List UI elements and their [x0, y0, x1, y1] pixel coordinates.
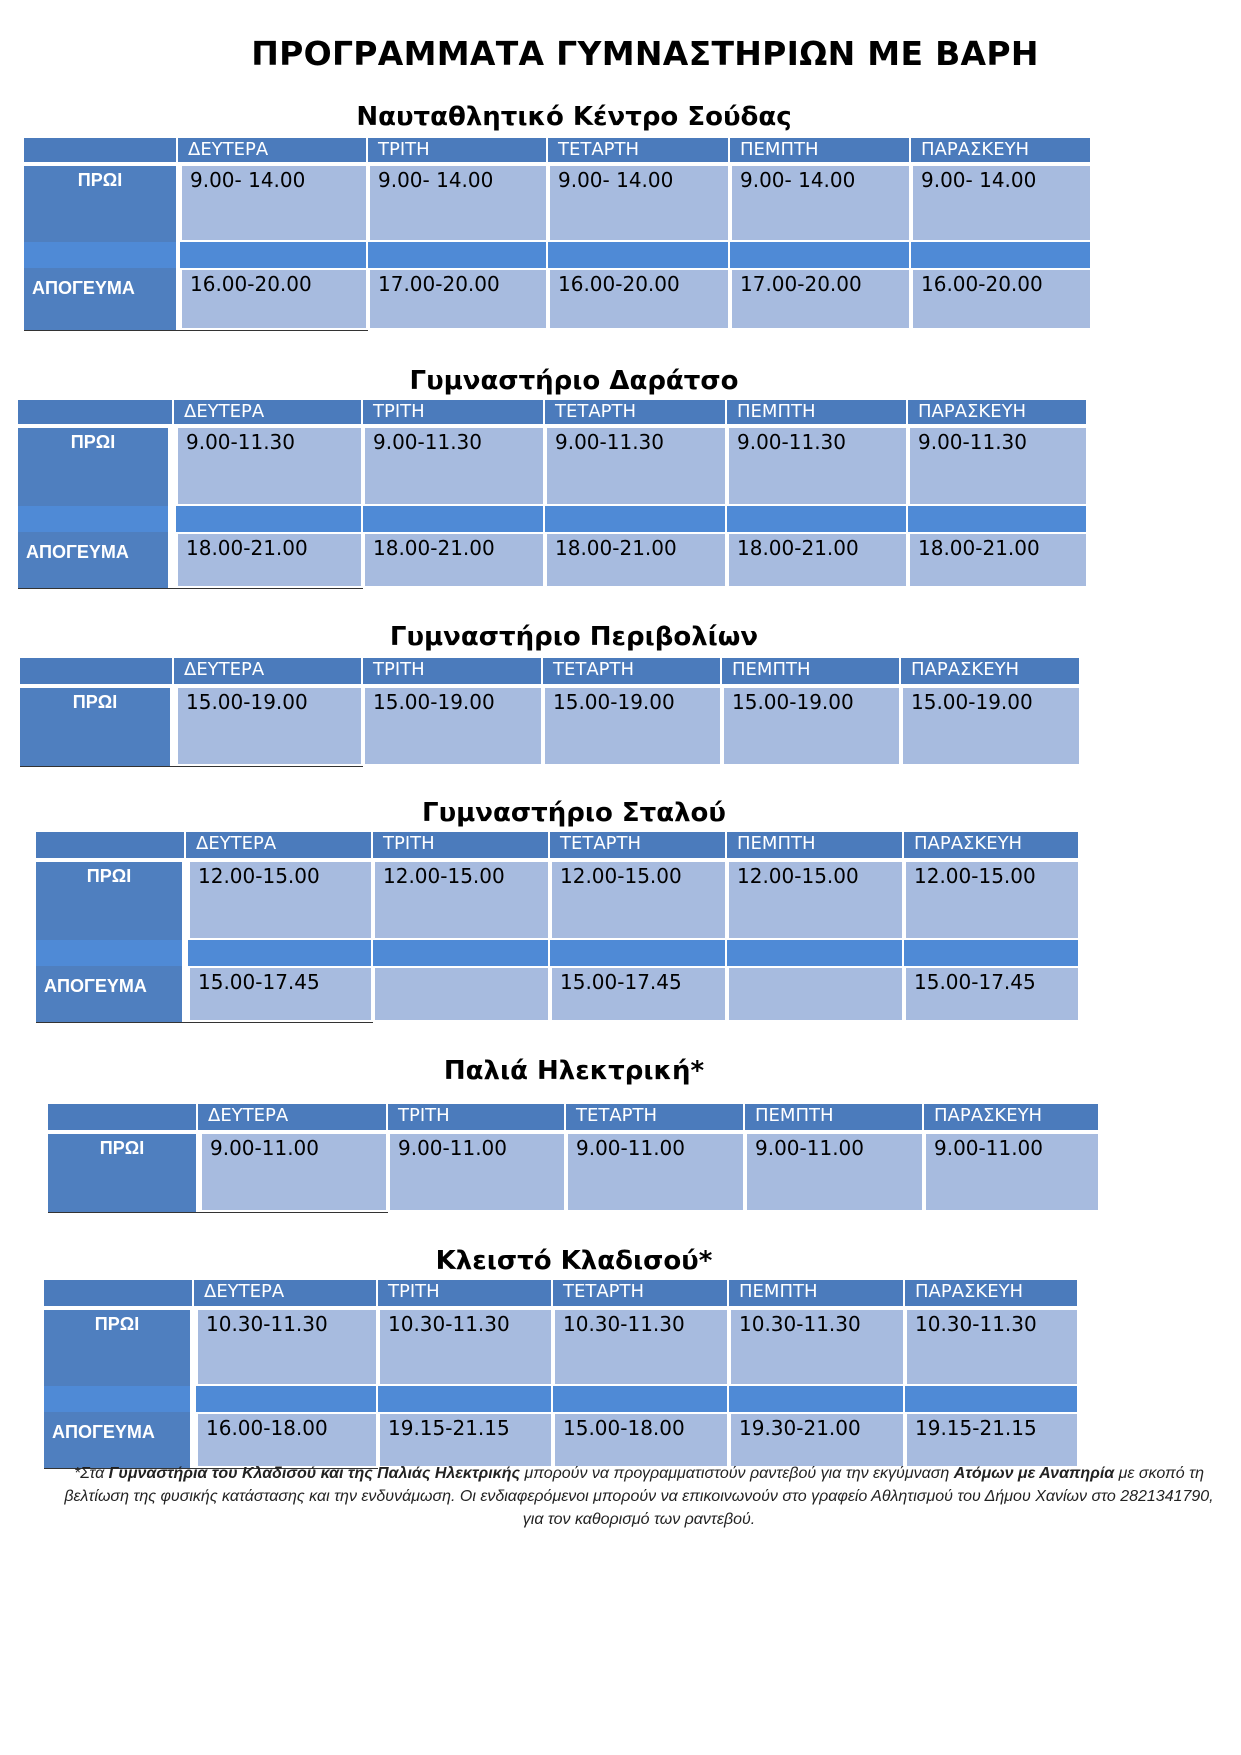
- day-header: ΔΕΥΤΕΡΑ: [194, 1280, 378, 1306]
- time-cell-morning: 15.00-19.00: [901, 686, 1081, 766]
- row-separator: [188, 940, 373, 966]
- time-cell-afternoon: [373, 966, 550, 1022]
- row-separator: [368, 242, 548, 268]
- table-bottom-rule: [18, 588, 363, 589]
- day-header: ΠΕΜΠΤΗ: [727, 400, 908, 424]
- time-cell-morning: 10.30-11.30: [905, 1308, 1079, 1386]
- table-bottom-rule: [20, 766, 363, 767]
- row-separator: [363, 506, 545, 532]
- time-cell-afternoon: 18.00-21.00: [363, 532, 545, 588]
- time-cell-morning: 9.00-11.00: [745, 1132, 924, 1212]
- day-header: ΤΕΤΑΡΤΗ: [543, 658, 722, 684]
- time-cell-afternoon: 16.00-20.00: [911, 268, 1092, 330]
- time-cell-morning: 9.00- 14.00: [180, 164, 368, 242]
- day-header: ΠΑΡΑΣΚΕΥΗ: [924, 1104, 1100, 1130]
- time-cell-morning: 9.00-11.30: [545, 426, 727, 506]
- row-label-column: [48, 1134, 196, 1212]
- time-cell-morning: 15.00-19.00: [363, 686, 543, 766]
- time-cell-morning: 9.00-11.00: [924, 1132, 1100, 1212]
- day-header: ΤΕΤΑΡΤΗ: [545, 400, 727, 424]
- row-label-morning: ΠΡΩΙ: [99, 1138, 145, 1158]
- day-header: ΠΑΡΑΣΚΕΥΗ: [901, 658, 1081, 684]
- row-separator: [553, 1386, 729, 1412]
- day-header: ΔΕΥΤΕΡΑ: [174, 400, 363, 424]
- day-header: ΠΑΡΑΣΚΕΥΗ: [911, 138, 1092, 162]
- time-cell-afternoon: 15.00-17.45: [188, 966, 373, 1022]
- page-title: ΠΡΟΓΡΑΜΜΑΤΑ ΓΥΜΝΑΣΤΗΡΙΩΝ ΜΕ ΒΑΡΗ: [251, 34, 1039, 73]
- time-cell-morning: 12.00-15.00: [904, 860, 1080, 940]
- time-cell-afternoon: 15.00-17.45: [550, 966, 727, 1022]
- header-corner: [18, 400, 174, 424]
- row-separator: [373, 940, 550, 966]
- time-cell-afternoon: 18.00-21.00: [176, 532, 363, 588]
- day-header: ΤΡΙΤΗ: [373, 832, 550, 858]
- time-cell-afternoon: 17.00-20.00: [730, 268, 911, 330]
- schedule-title-perivolia: Γυμναστήριο Περιβολίων: [389, 622, 759, 652]
- row-separator: [905, 1386, 1079, 1412]
- time-cell-morning: 9.00-11.30: [363, 426, 545, 506]
- time-cell-afternoon: 18.00-21.00: [545, 532, 727, 588]
- row-separator: [180, 242, 368, 268]
- row-label-afternoon: ΑΠΟΓΕΥΜΑ: [52, 1422, 155, 1442]
- schedule-title-palia-ilektriki: Παλιά Ηλεκτρική*: [443, 1056, 705, 1086]
- footer-note: [64, 1462, 1214, 1531]
- day-header: ΠΕΜΠΤΗ: [730, 138, 911, 162]
- day-header: ΠΕΜΠΤΗ: [722, 658, 901, 684]
- time-cell-afternoon: 19.15-21.15: [378, 1412, 553, 1468]
- footer-text-1: *Στα: [74, 1465, 109, 1482]
- row-separator: [908, 506, 1088, 532]
- row-separator: [727, 506, 908, 532]
- time-cell-morning: 12.00-15.00: [550, 860, 727, 940]
- time-cell-morning: 10.30-11.30: [729, 1308, 905, 1386]
- time-cell-morning: 9.00-11.00: [388, 1132, 566, 1212]
- footer-text-3: με σκοπό τη βελτίωση της φυσικής κατάστασης και την ενδυνάμωση. Οι ενδιαφερόμενοι μπορούν να επικοινωνούν στο γραφείο Αθλητισμού του Δήμου Χανίων στο 2821341790, για τον καθορισμό των ραντεβού.: [64, 1465, 1214, 1528]
- row-separator: [196, 1386, 378, 1412]
- row-label-separator: [24, 242, 176, 268]
- row-label-separator: [18, 506, 168, 532]
- row-separator: [378, 1386, 553, 1412]
- time-cell-morning: 10.30-11.30: [378, 1308, 553, 1386]
- header-corner: [20, 658, 174, 684]
- day-header: ΤΕΤΑΡΤΗ: [548, 138, 730, 162]
- row-label-morning: ΠΡΩΙ: [77, 170, 123, 190]
- row-label-separator: [36, 940, 182, 966]
- day-header: ΠΑΡΑΣΚΕΥΗ: [908, 400, 1088, 424]
- time-cell-morning: 15.00-19.00: [722, 686, 901, 766]
- row-separator: [727, 940, 904, 966]
- row-separator: [550, 940, 727, 966]
- table-bottom-rule: [48, 1212, 388, 1213]
- time-cell-morning: 15.00-19.00: [543, 686, 722, 766]
- time-cell-morning: 9.00- 14.00: [368, 164, 548, 242]
- row-label-afternoon: ΑΠΟΓΕΥΜΑ: [32, 278, 135, 298]
- row-label-column: [20, 688, 170, 766]
- time-cell-morning: 10.30-11.30: [196, 1308, 378, 1386]
- day-header: ΤΕΤΑΡΤΗ: [553, 1280, 729, 1306]
- day-header: ΔΕΥΤΕΡΑ: [198, 1104, 388, 1130]
- time-cell-afternoon: 16.00-20.00: [180, 268, 368, 330]
- time-cell-morning: 9.00-11.30: [908, 426, 1088, 506]
- table-bottom-rule: [24, 330, 368, 331]
- schedule-title-kladisos: Κλειστό Κλαδισού*: [435, 1246, 713, 1276]
- time-cell-morning: 12.00-15.00: [373, 860, 550, 940]
- time-cell-afternoon: 16.00-18.00: [196, 1412, 378, 1468]
- row-label-morning: ΠΡΩΙ: [70, 432, 116, 452]
- schedule-title-stalos: Γυμναστήριο Σταλού: [422, 798, 726, 828]
- time-cell-afternoon: 17.00-20.00: [368, 268, 548, 330]
- row-separator: [904, 940, 1080, 966]
- time-cell-afternoon: 19.15-21.15: [905, 1412, 1079, 1468]
- header-corner: [24, 138, 178, 162]
- day-header: ΠΑΡΑΣΚΕΥΗ: [904, 832, 1080, 858]
- day-header: ΠΕΜΠΤΗ: [745, 1104, 924, 1130]
- time-cell-morning: 10.30-11.30: [553, 1308, 729, 1386]
- day-header: ΤΡΙΤΗ: [363, 658, 543, 684]
- row-label-morning: ΠΡΩΙ: [86, 866, 132, 886]
- time-cell-morning: 12.00-15.00: [188, 860, 373, 940]
- table-bottom-rule: [36, 1022, 373, 1023]
- day-header: ΔΕΥΤΕΡΑ: [186, 832, 373, 858]
- footer-bold-disability: Ατόμων με Αναπηρία: [953, 1465, 1115, 1482]
- day-header: ΠΕΜΠΤΗ: [729, 1280, 905, 1306]
- time-cell-afternoon: [727, 966, 904, 1022]
- time-cell-afternoon: 15.00-18.00: [553, 1412, 729, 1468]
- header-corner: [48, 1104, 198, 1130]
- day-header: ΠΕΜΠΤΗ: [727, 832, 904, 858]
- row-label-morning: ΠΡΩΙ: [94, 1314, 140, 1334]
- time-cell-morning: 12.00-15.00: [727, 860, 904, 940]
- row-separator: [730, 242, 911, 268]
- day-header: ΔΕΥΤΕΡΑ: [178, 138, 368, 162]
- row-label-afternoon: ΑΠΟΓΕΥΜΑ: [44, 976, 147, 996]
- time-cell-afternoon: 19.30-21.00: [729, 1412, 905, 1468]
- time-cell-morning: 15.00-19.00: [176, 686, 363, 766]
- time-cell-afternoon: 15.00-17.45: [904, 966, 1080, 1022]
- header-corner: [36, 832, 186, 858]
- header-corner: [44, 1280, 194, 1306]
- day-header: ΤΡΙΤΗ: [363, 400, 545, 424]
- day-header: ΤΕΤΑΡΤΗ: [550, 832, 727, 858]
- time-cell-afternoon: 18.00-21.00: [908, 532, 1088, 588]
- day-header: ΤΕΤΑΡΤΗ: [566, 1104, 745, 1130]
- time-cell-morning: 9.00- 14.00: [730, 164, 911, 242]
- row-separator: [729, 1386, 905, 1412]
- row-label-separator: [44, 1386, 190, 1412]
- footer-text-2: μπορούν να προγραμματιστούν ραντεβού για την εκγύμναση: [520, 1465, 954, 1482]
- day-header: ΤΡΙΤΗ: [378, 1280, 553, 1306]
- row-label-morning: ΠΡΩΙ: [72, 692, 118, 712]
- time-cell-morning: 9.00-11.00: [566, 1132, 745, 1212]
- time-cell-afternoon: 16.00-20.00: [548, 268, 730, 330]
- time-cell-morning: 9.00- 14.00: [911, 164, 1092, 242]
- day-header: ΤΡΙΤΗ: [368, 138, 548, 162]
- time-cell-morning: 9.00-11.30: [176, 426, 363, 506]
- footer-bold-gyms: Γυμναστήρια του Κλαδισού και της Παλιάς Ηλεκτρικής: [108, 1465, 520, 1482]
- row-separator: [911, 242, 1092, 268]
- day-header: ΤΡΙΤΗ: [388, 1104, 566, 1130]
- row-separator: [545, 506, 727, 532]
- time-cell-morning: 9.00-11.00: [200, 1132, 388, 1212]
- row-separator: [176, 506, 363, 532]
- day-header: ΠΑΡΑΣΚΕΥΗ: [905, 1280, 1079, 1306]
- schedule-title-daratso: Γυμναστήριο Δαράτσο: [409, 366, 739, 396]
- time-cell-morning: 9.00-11.30: [727, 426, 908, 506]
- day-header: ΔΕΥΤΕΡΑ: [174, 658, 363, 684]
- schedule-title-souda: Ναυταθλητικό Κέντρο Σούδας: [356, 102, 792, 132]
- row-separator: [548, 242, 730, 268]
- time-cell-morning: 9.00- 14.00: [548, 164, 730, 242]
- time-cell-afternoon: 18.00-21.00: [727, 532, 908, 588]
- row-label-afternoon: ΑΠΟΓΕΥΜΑ: [26, 542, 129, 562]
